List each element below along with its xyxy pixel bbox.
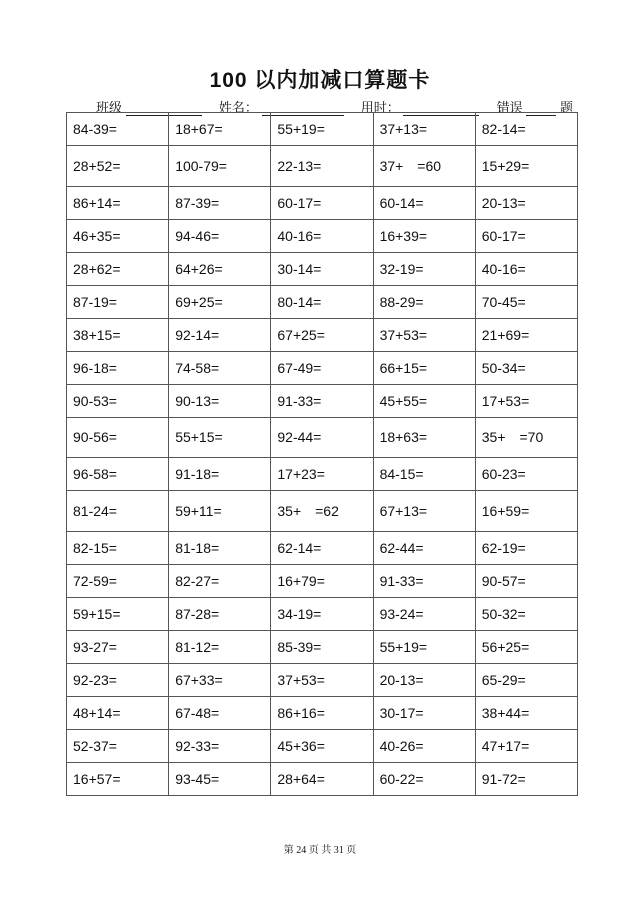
- problem-cell: 40-26=: [373, 729, 475, 762]
- problem-cell: 67+25=: [271, 318, 373, 351]
- problem-cell: 92-33=: [169, 729, 271, 762]
- problem-cell: 28+62=: [67, 252, 169, 285]
- problem-grid: [66, 112, 578, 796]
- problem-cell: 37+13=: [373, 113, 475, 146]
- problem-cell: 16+79=: [271, 565, 373, 598]
- problem-cell: 82-14=: [475, 113, 577, 146]
- problem-cell: 70-45=: [475, 285, 577, 318]
- problem-row: [67, 532, 578, 565]
- problem-cell: 47+17=: [475, 729, 577, 762]
- problem-cell: 22-13=: [271, 145, 373, 186]
- problem-cell: 16+39=: [373, 219, 475, 252]
- problem-cell: 80-14=: [271, 285, 373, 318]
- problem-cell: 87-39=: [169, 186, 271, 219]
- problem-row: [67, 729, 578, 762]
- problem-cell: 45+36=: [271, 729, 373, 762]
- problem-cell: 18+67=: [169, 113, 271, 146]
- problem-cell: 45+55=: [373, 384, 475, 417]
- problem-row: [67, 318, 578, 351]
- problem-cell: 40-16=: [271, 219, 373, 252]
- problem-cell: 35+ =62: [271, 491, 373, 532]
- problem-cell: 60-17=: [271, 186, 373, 219]
- time-label: 用时：: [360, 100, 400, 115]
- problem-cell: 96-58=: [67, 458, 169, 491]
- problem-cell: 15+29=: [475, 145, 577, 186]
- problem-cell: 81-24=: [67, 491, 169, 532]
- problem-cell: 91-72=: [475, 762, 577, 795]
- problem-row: [67, 186, 578, 219]
- problem-cell: 74-58=: [169, 351, 271, 384]
- class-label: 班级: [96, 100, 123, 115]
- problem-cell: 34-19=: [271, 598, 373, 631]
- problem-cell: 18+63=: [373, 417, 475, 458]
- problem-row: [67, 491, 578, 532]
- problem-cell: 82-15=: [67, 532, 169, 565]
- problem-cell: 91-33=: [373, 565, 475, 598]
- problem-cell: 17+23=: [271, 458, 373, 491]
- problem-cell: 72-59=: [67, 565, 169, 598]
- problem-cell: 92-14=: [169, 318, 271, 351]
- problem-cell: 28+52=: [67, 145, 169, 186]
- problem-cell: 30-17=: [373, 696, 475, 729]
- problem-cell: 90-57=: [475, 565, 577, 598]
- problem-cell: 96-18=: [67, 351, 169, 384]
- problem-cell: 84-39=: [67, 113, 169, 146]
- problem-cell: 92-23=: [67, 664, 169, 697]
- problem-cell: 81-12=: [169, 631, 271, 664]
- problem-cell: 85-39=: [271, 631, 373, 664]
- problem-cell: 60-14=: [373, 186, 475, 219]
- problem-row: [67, 565, 578, 598]
- problem-cell: 62-19=: [475, 532, 577, 565]
- problem-row: [67, 285, 578, 318]
- problem-cell: 37+53=: [271, 664, 373, 697]
- problem-cell: 67-49=: [271, 351, 373, 384]
- problem-cell: 88-29=: [373, 285, 475, 318]
- problem-cell: 67+13=: [373, 491, 475, 532]
- problem-cell: 90-13=: [169, 384, 271, 417]
- problem-cell: 62-44=: [373, 532, 475, 565]
- problem-cell: 20-13=: [475, 186, 577, 219]
- problem-cell: 67-48=: [169, 696, 271, 729]
- problem-row: [67, 631, 578, 664]
- problem-cell: 66+15=: [373, 351, 475, 384]
- problem-cell: 81-18=: [169, 532, 271, 565]
- problem-cell: 52-37=: [67, 729, 169, 762]
- problem-cell: 20-13=: [373, 664, 475, 697]
- problem-cell: 21+69=: [475, 318, 577, 351]
- problem-cell: 92-44=: [271, 417, 373, 458]
- problem-cell: 62-14=: [271, 532, 373, 565]
- name-label: 姓名：: [218, 100, 258, 115]
- problem-cell: 64+26=: [169, 252, 271, 285]
- problem-cell: 93-45=: [169, 762, 271, 795]
- problem-row: [67, 696, 578, 729]
- problem-row: [67, 417, 578, 458]
- problem-cell: 87-19=: [67, 285, 169, 318]
- problem-cell: 67+33=: [169, 664, 271, 697]
- problem-cell: 82-27=: [169, 565, 271, 598]
- problem-cell: 87-28=: [169, 598, 271, 631]
- problem-row: [67, 762, 578, 795]
- problem-cell: 17+53=: [475, 384, 577, 417]
- problem-cell: 60-17=: [475, 219, 577, 252]
- problem-cell: 60-22=: [373, 762, 475, 795]
- page-title: 100 以内加减口算题卡: [209, 69, 431, 92]
- problem-cell: 38+15=: [67, 318, 169, 351]
- problem-row: [67, 252, 578, 285]
- problem-cell: 35+ =70: [475, 417, 577, 458]
- problem-cell: 69+25=: [169, 285, 271, 318]
- problem-row: [67, 458, 578, 491]
- problem-row: [67, 145, 578, 186]
- problem-cell: 56+25=: [475, 631, 577, 664]
- problem-cell: 40-16=: [475, 252, 577, 285]
- problem-cell: 100-79=: [169, 145, 271, 186]
- problem-cell: 59+15=: [67, 598, 169, 631]
- problem-cell: 28+64=: [271, 762, 373, 795]
- problem-cell: 16+59=: [475, 491, 577, 532]
- problem-cell: 86+16=: [271, 696, 373, 729]
- errors-label: 错误: [496, 100, 523, 115]
- problem-cell: 91-18=: [169, 458, 271, 491]
- problem-cell: 59+11=: [169, 491, 271, 532]
- problem-cell: 37+ =60: [373, 145, 475, 186]
- problem-cell: 90-53=: [67, 384, 169, 417]
- problem-row: [67, 219, 578, 252]
- problem-cell: 93-24=: [373, 598, 475, 631]
- problem-cell: 86+14=: [67, 186, 169, 219]
- problem-cell: 94-46=: [169, 219, 271, 252]
- problem-cell: 46+35=: [67, 219, 169, 252]
- problem-cell: 55+15=: [169, 417, 271, 458]
- problem-cell: 50-34=: [475, 351, 577, 384]
- problem-cell: 60-23=: [475, 458, 577, 491]
- problem-cell: 84-15=: [373, 458, 475, 491]
- errors-suffix: 题: [559, 100, 573, 115]
- problem-cell: 16+57=: [67, 762, 169, 795]
- problem-cell: 55+19=: [271, 113, 373, 146]
- problem-cell: 38+44=: [475, 696, 577, 729]
- problem-cell: 37+53=: [373, 318, 475, 351]
- problem-row: [67, 664, 578, 697]
- problem-cell: 91-33=: [271, 384, 373, 417]
- problem-cell: 50-32=: [475, 598, 577, 631]
- problem-cell: 30-14=: [271, 252, 373, 285]
- problem-cell: 65-29=: [475, 664, 577, 697]
- problem-cell: 55+19=: [373, 631, 475, 664]
- page-footer: 第 24 页 共 31 页: [283, 845, 357, 856]
- problem-cell: 93-27=: [67, 631, 169, 664]
- problem-cell: 90-56=: [67, 417, 169, 458]
- problem-row: [67, 351, 578, 384]
- problem-row: [67, 598, 578, 631]
- problem-cell: 32-19=: [373, 252, 475, 285]
- problem-row: [67, 113, 578, 146]
- problem-cell: 48+14=: [67, 696, 169, 729]
- problem-row: [67, 384, 578, 417]
